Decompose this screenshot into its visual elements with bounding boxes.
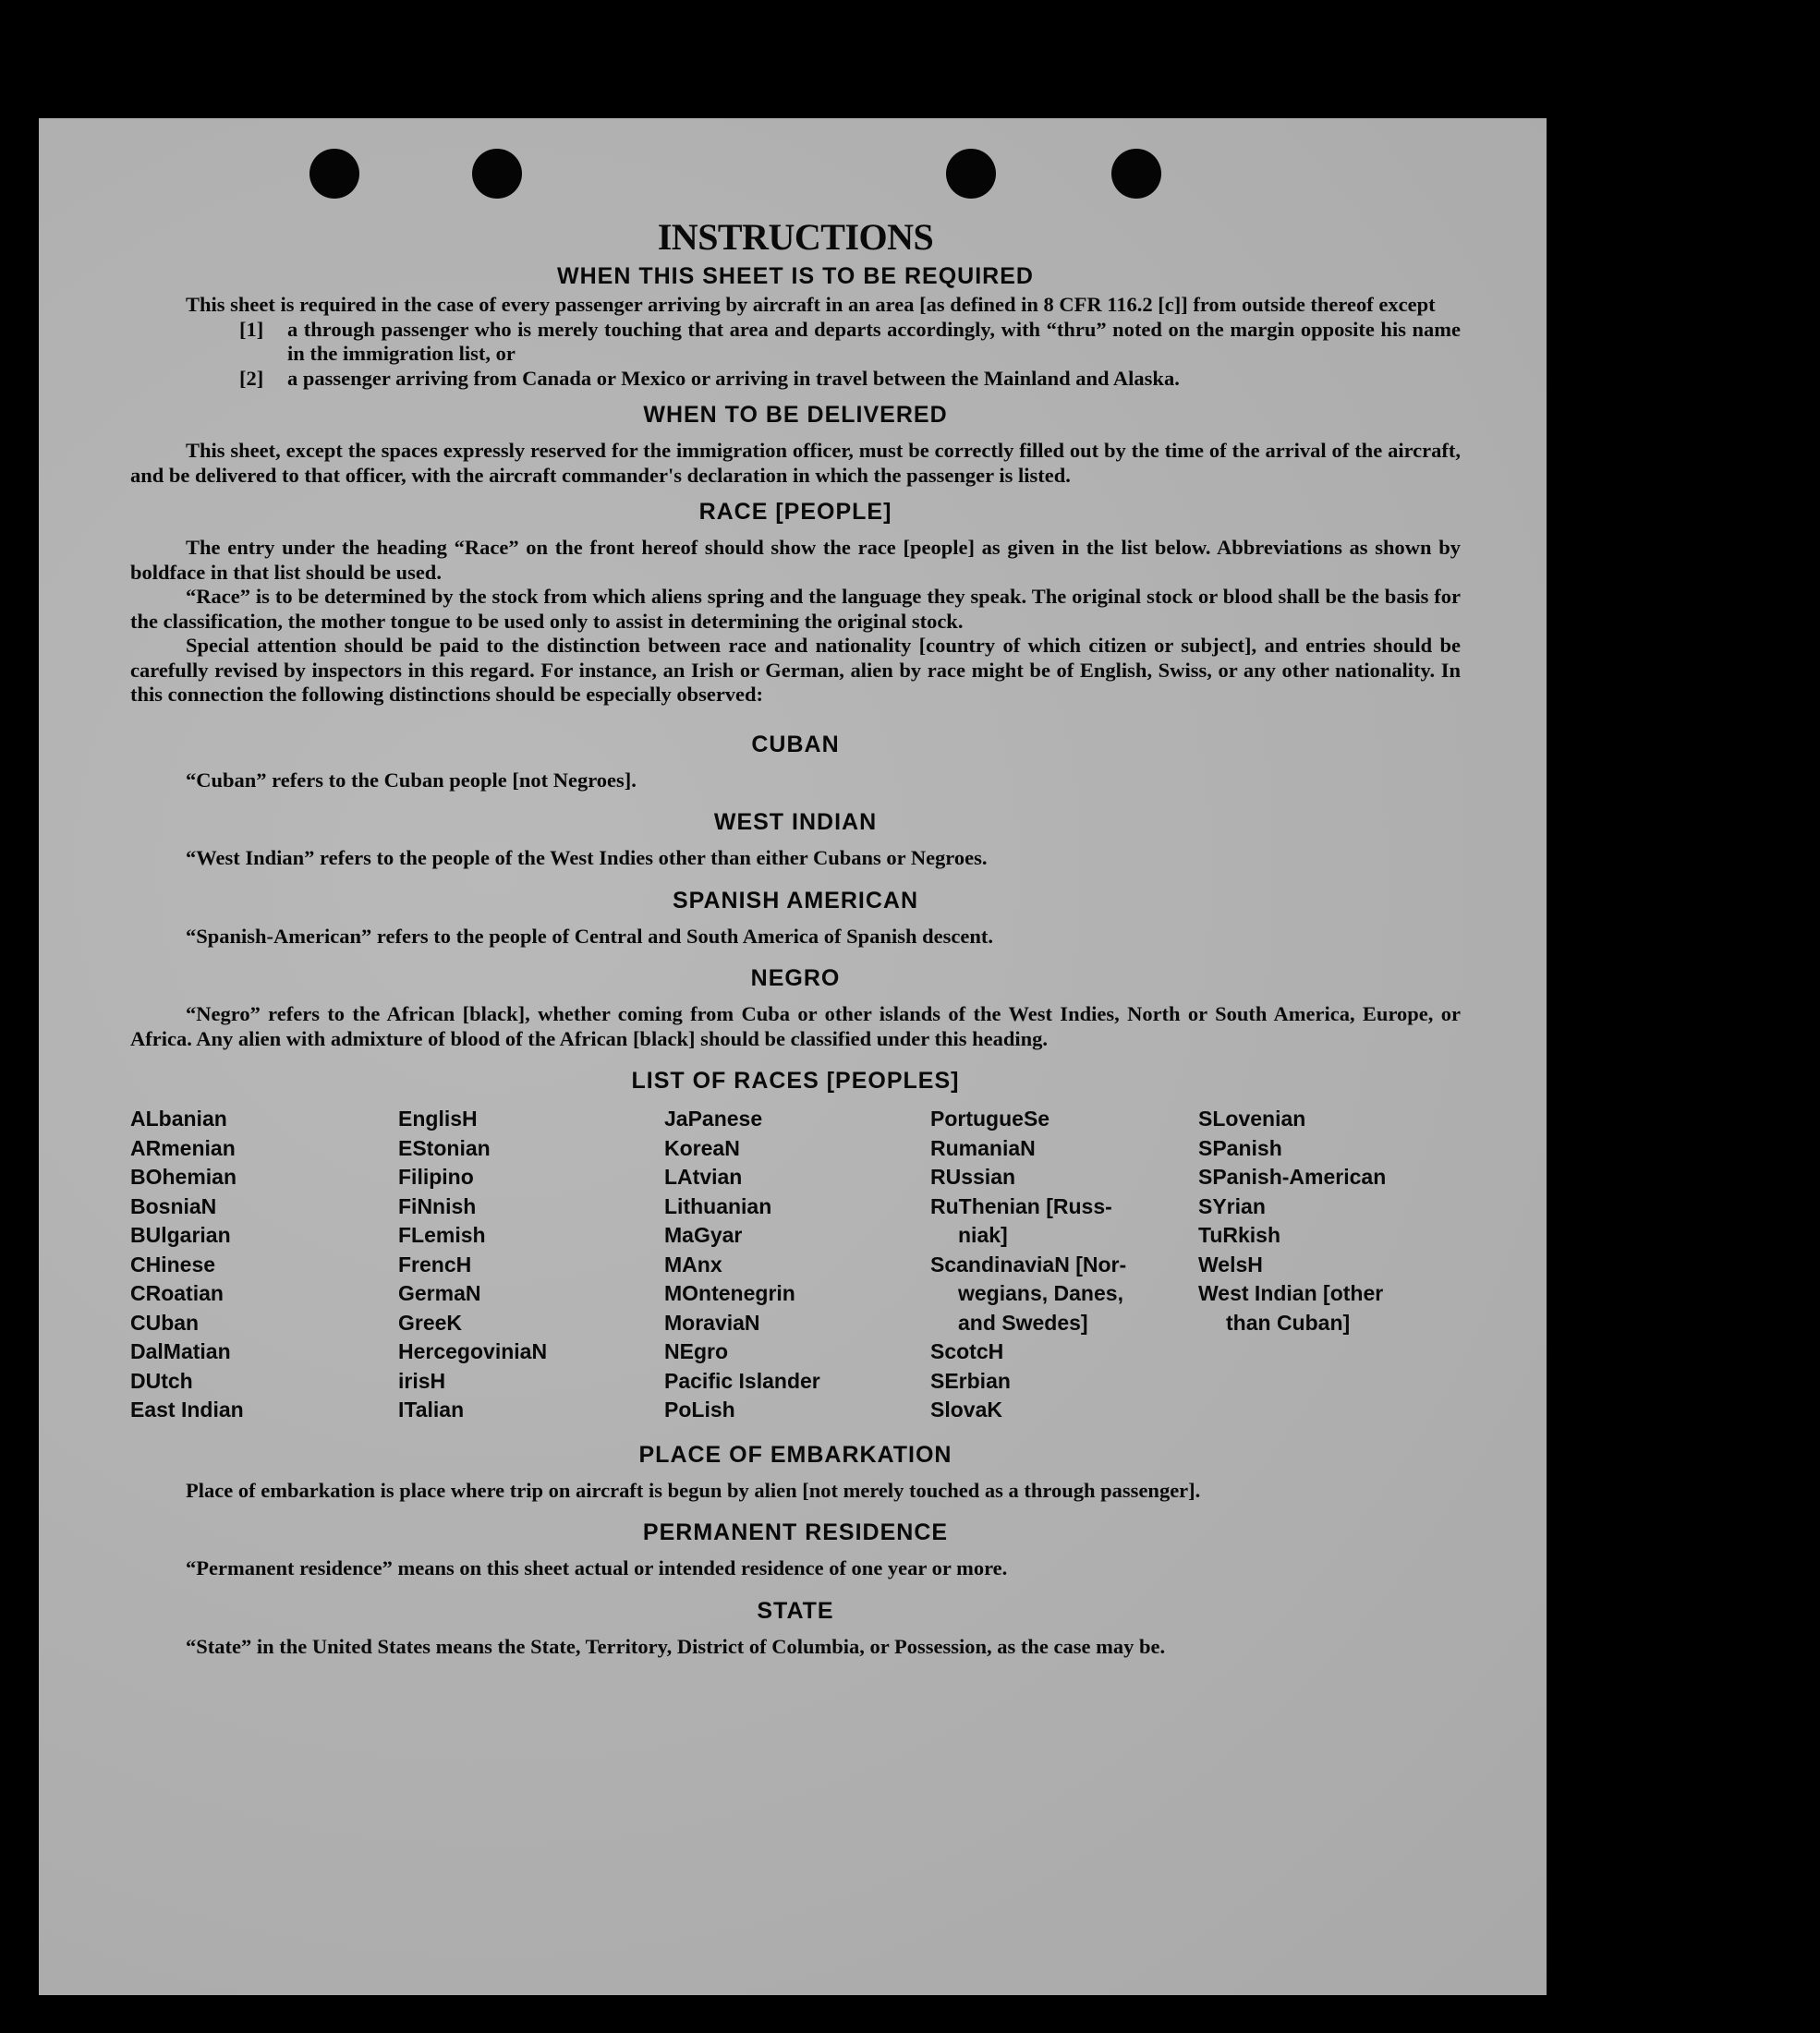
- punch-hole: [472, 149, 522, 199]
- document-body: [130, 215, 1461, 1659]
- heading-state: STATE: [757, 1597, 834, 1624]
- race-entry: CUban: [130, 1310, 200, 1335]
- race-entry: JaPanese: [664, 1107, 763, 1131]
- race-entry: KoreaN: [664, 1135, 740, 1160]
- punch-hole: [309, 149, 359, 199]
- race-entry: West Indian [other: [1198, 1281, 1384, 1305]
- race-entry: BOhemian: [130, 1165, 237, 1189]
- races-column: [130, 1105, 398, 1425]
- punch-hole: [1111, 149, 1161, 199]
- races-column: [664, 1105, 930, 1425]
- race-entry: East Indian: [130, 1398, 244, 1422]
- heading-list-of-races: LIST OF RACES [PEOPLES]: [631, 1068, 960, 1094]
- required-item: [239, 367, 1461, 392]
- heading-spanish-american: SPANISH AMERICAN: [672, 887, 918, 914]
- race-entry: FrencH: [398, 1252, 472, 1277]
- residence-text: “Permanent residence” means on this sheet actual or intended residence of one year or more.: [186, 1556, 1008, 1579]
- race-entry-continued: wegians, Danes,: [958, 1281, 1123, 1305]
- race-entry: Lithuanian: [664, 1193, 772, 1218]
- race-entry: SPanish: [1198, 1135, 1282, 1160]
- race-entry-continued: and Swedes]: [958, 1310, 1088, 1335]
- item-number: [2]: [239, 366, 264, 390]
- race-entry: NEgro: [664, 1339, 728, 1363]
- race-entry: RUssian: [930, 1165, 1016, 1189]
- race-entry: DalMatian: [130, 1339, 231, 1363]
- race-entry: PortugueSe: [930, 1107, 1050, 1131]
- heading-race: RACE [PEOPLE]: [698, 499, 892, 525]
- race-entry: ITalian: [398, 1398, 465, 1422]
- race-entry: SYrian: [1198, 1193, 1266, 1218]
- race-entry: MaGyar: [664, 1223, 743, 1247]
- state-text: “State” in the United States means the State, Territory, District of Columbia, or Possession, as the case may be.: [186, 1634, 1166, 1658]
- race-entry: ARmenian: [130, 1135, 236, 1160]
- race-entry: SLovenian: [1198, 1107, 1306, 1131]
- race-entry: CRoatian: [130, 1281, 224, 1305]
- race-entry: SlovaK: [930, 1398, 1002, 1422]
- punch-hole: [946, 149, 996, 199]
- race-entry: EnglisH: [398, 1107, 478, 1131]
- document-sheet: [39, 118, 1547, 1995]
- west-indian-text: “West Indian” refers to the people of the West Indies other than either Cubans or Negroes.: [186, 846, 988, 869]
- race-entry: WelsH: [1198, 1252, 1263, 1277]
- page-title: INSTRUCTIONS: [657, 216, 934, 258]
- race-paragraph: “Race” is to be determined by the stock from which aliens spring and the language they speak. The original stock or blood shall be the basis for the classification, the mother tongue to be used only to assist in determining the original stock.: [130, 585, 1461, 633]
- heading-negro: NEGRO: [750, 965, 841, 991]
- race-entry: ScotcH: [930, 1339, 1004, 1363]
- race-entry: DUtch: [130, 1368, 193, 1393]
- race-entry: SErbian: [930, 1368, 1011, 1393]
- item-number: [1]: [239, 317, 264, 341]
- embarkation-text: Place of embarkation is place where trip on aircraft is begun by alien [not merely touched as a through passenger].: [186, 1478, 1201, 1502]
- race-entry: RuThenian [Russ-: [930, 1193, 1112, 1218]
- delivered-text: This sheet, except the spaces expressly reserved for the immigration officer, must be correctly filled out by the time of the arrival of the aircraft, and be delivered to that officer, with the aircraft commander's declaration in which the passenger is listed.: [130, 439, 1461, 487]
- race-entry: GreeK: [398, 1310, 463, 1335]
- heading-cuban: CUBAN: [751, 731, 840, 757]
- race-entry: CHinese: [130, 1252, 216, 1277]
- negro-text: “Negro” refers to the African [black], whether coming from Cuba or other islands of the West Indies, North or South America, Europe, or Africa. Any alien with admixture of blood of the African [black] should be classified under this heading.: [130, 1002, 1461, 1050]
- race-entry: RumaniaN: [930, 1135, 1036, 1160]
- race-entry: PoLish: [664, 1398, 735, 1422]
- race-entry: irisH: [398, 1368, 446, 1393]
- heading-required: WHEN THIS SHEET IS TO BE REQUIRED: [557, 263, 1034, 289]
- race-entry: SPanish-American: [1198, 1165, 1387, 1189]
- heading-embarkation: PLACE OF EMBARKATION: [638, 1441, 952, 1468]
- races-column: [930, 1105, 1198, 1425]
- races-list: [130, 1105, 1461, 1425]
- race-entry: Filipino: [398, 1165, 474, 1189]
- required-intro: This sheet is required in the case of every passenger arriving by aircraft in an area [as defined in 8 CFR 116.2 [c]] from outside thereof except: [186, 293, 1436, 316]
- races-column: [398, 1105, 664, 1425]
- race-entry: MAnx: [664, 1252, 722, 1277]
- race-entry: HercegoviniaN: [398, 1339, 548, 1363]
- race-paragraph: The entry under the heading “Race” on the front hereof should show the race [people] as given in the list below. Abbreviations as shown by boldface in that list should be used.: [130, 536, 1461, 584]
- race-entry: BosniaN: [130, 1193, 217, 1218]
- race-entry: GermaN: [398, 1281, 481, 1305]
- cuban-text: “Cuban” refers to the Cuban people [not Negroes].: [186, 768, 637, 792]
- race-entry: EStonian: [398, 1135, 491, 1160]
- races-column: [1198, 1105, 1461, 1425]
- race-entry: LAtvian: [664, 1165, 743, 1189]
- spanish-american-text: “Spanish-American” refers to the people of Central and South America of Spanish descent.: [186, 924, 993, 948]
- heading-permanent-residence: PERMANENT RESIDENCE: [642, 1519, 949, 1545]
- race-entry: Pacific Islander: [664, 1368, 820, 1393]
- race-entry: TuRkish: [1198, 1223, 1281, 1247]
- race-entry: ScandinaviaN [Nor-: [930, 1252, 1127, 1277]
- heading-west-indian: WEST INDIAN: [713, 809, 878, 835]
- race-entry: FLemish: [398, 1223, 486, 1247]
- race-entry: FiNnish: [398, 1193, 477, 1218]
- race-entry-continued: niak]: [958, 1223, 1008, 1247]
- required-item: [239, 318, 1461, 367]
- race-entry-continued: than Cuban]: [1226, 1310, 1351, 1335]
- heading-delivered: WHEN TO BE DELIVERED: [643, 402, 948, 428]
- race-entry: ALbanian: [130, 1107, 227, 1131]
- race-entry: MOntenegrin: [664, 1281, 795, 1305]
- race-entry: MoraviaN: [664, 1310, 760, 1335]
- race-entry: BUlgarian: [130, 1223, 231, 1247]
- race-paragraph: Special attention should be paid to the distinction between race and nationality [country of which citizen or subject], and entries should be carefully revised by inspectors in this regard. For instance, an Irish or German, alien by race might be of English, Swiss, or any other nationality. In this connection the following distinctions should be especially observed:: [130, 634, 1461, 706]
- item-text: a through passenger who is merely touching that area and departs accordingly, with “thru” noted on the margin opposite his name in the immigration list, or: [287, 317, 1461, 365]
- item-text: a passenger arriving from Canada or Mexico or arriving in travel between the Mainland and Alaska.: [287, 366, 1180, 390]
